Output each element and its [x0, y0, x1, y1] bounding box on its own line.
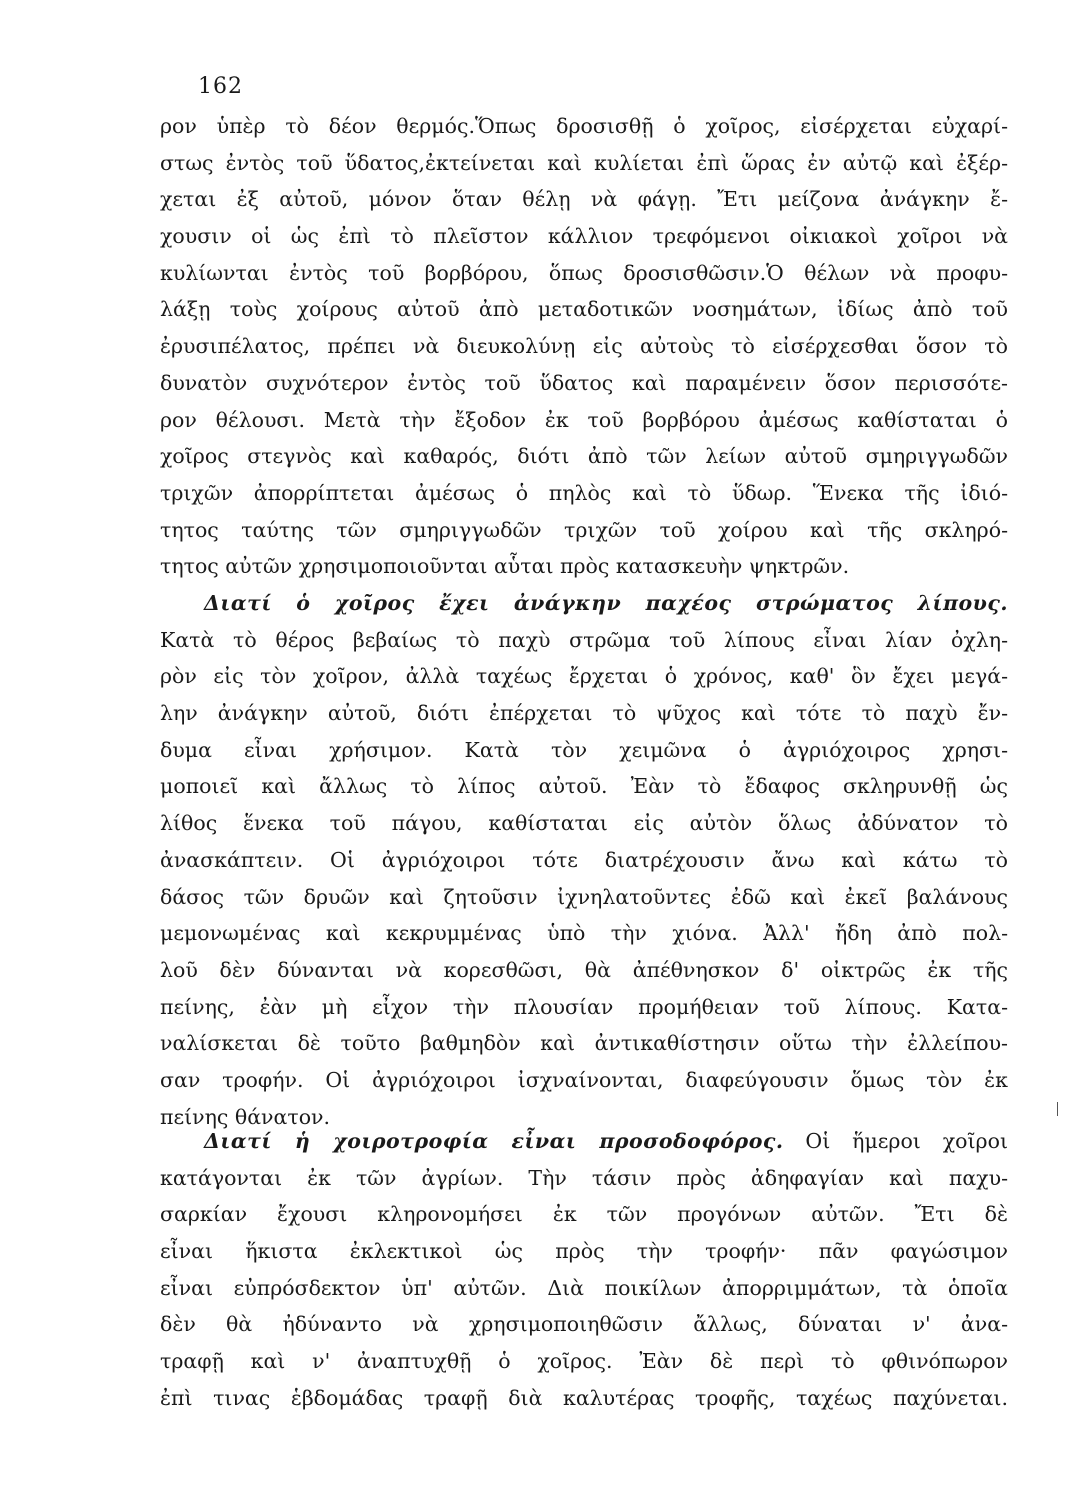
text-line: μεμονωμένας καὶ κεκρυμμένας ὑπὸ τὴν χιόνα. Ἀλλ' ἤδη ἀπὸ πολ- [160, 921, 1008, 946]
text-line: χεται ἐξ αὐτοῦ, μόνον ὅταν θέλῃ νὰ φάγῃ. Ἔτι μείζονα ἀνάγκην ἔ- [160, 187, 1008, 212]
text-line: ρον θέλουσι. Μετὰ τὴν ἔξοδον ἐκ τοῦ βορβόρου ἀμέσως καθίσταται ὁ [160, 407, 1008, 432]
section-heading: Διατί ἡ χοιροτροφία εἶναι προσοδοφόρος. [204, 1129, 784, 1153]
text-line: μοποιεῖ καὶ ἄλλως τὸ λίπος αὐτοῦ. Ἐὰν τὸ ἔδαφος σκληρυνθῇ ὡς [160, 774, 1008, 799]
text-line: σαρκίαν ἔχουσι κληρονομήσει ἐκ τῶν προγόνων αὐτῶν. Ἔτι δὲ [160, 1202, 1008, 1227]
page-number: 162 [198, 74, 243, 99]
text-line: Κατὰ τὸ θέρος βεβαίως τὸ παχὺ στρῶμα τοῦ λίπους εἶναι λίαν ὀχλη- [160, 627, 1008, 652]
text-line: δυμα εἶναι χρήσιμον. Κατὰ τὸν χειμῶνα ὁ ἀγριόχοιρος χρησι- [160, 737, 1008, 762]
text-line: ἐρυσιπέλατος, πρέπει νὰ διευκολύνῃ εἰς αὐτοὺς τὸ εἰσέρχεσθαι ὅσον τὸ [160, 334, 1008, 359]
text-line: κατάγονται ἐκ τῶν ἀγρίων. Τὴν τάσιν πρὸς ἀδηφαγίαν καὶ παχυ- [160, 1165, 1008, 1190]
paragraph-profitability [160, 1123, 1008, 1417]
text-line: τραφῇ καὶ ν' ἀναπτυχθῇ ὁ χοῖρος. Ἐὰν δὲ περὶ τὸ φθινόπωρον [160, 1349, 1008, 1374]
heading-line [160, 1123, 1008, 1160]
text-line: χοῖρος στεγνὸς καὶ καθαρός, διότι ἀπὸ τῶν λείων αὐτοῦ σμηριγγωδῶν [160, 444, 1008, 469]
text-line: δὲν θὰ ἠδύναντο νὰ χρησιμοποιηθῶσιν ἄλλως, δύναται ν' ἀνα- [160, 1312, 1008, 1337]
text-line: χουσιν οἱ ὡς ἐπὶ τὸ πλεῖστον κάλλιον τρεφόμενοι οἰκιακοὶ χοῖροι νὰ [160, 224, 1008, 249]
text-line: δυνατὸν συχνότερον ἐντὸς τοῦ ὕδατος καὶ παραμένειν ὅσον περισσότε- [160, 370, 1008, 395]
paragraph-fat-layer [160, 585, 1008, 1135]
text-line: ρὸν εἰς τὸν χοῖρον, ἀλλὰ ταχέως ἔρχεται ὁ χρόνος, καθ' ὃν ἔχει μεγά- [160, 664, 1008, 689]
text-line: τητος ταύτης τῶν σμηριγγωδῶν τριχῶν τοῦ χοίρου καὶ τῆς σκληρό- [160, 517, 1008, 542]
text-line: λίθος ἕνεκα τοῦ πάγου, καθίσταται εἰς αὐτὸν ὅλως ἀδύνατον τὸ [160, 811, 1008, 836]
text-line: τριχῶν ἀπορρίπτεται ἀμέσως ὁ πηλὸς καὶ τὸ ὕδωρ. Ἕνεκα τῆς ἰδιό- [160, 480, 1008, 505]
scan-edge-mark [1057, 1102, 1058, 1116]
section-heading: Διατί ὁ χοῖρος ἔχει ἀνάγκην παχέος στρώματος λίπους. [204, 591, 1008, 615]
text-line: δάσος τῶν δρυῶν καὶ ζητοῦσιν ἰχνηλατοῦντες ἐδῶ καὶ ἐκεῖ βαλάνους [160, 884, 1008, 909]
text-line: πείνης θάνατον. [160, 1104, 331, 1129]
text-line: λην ἀνάγκην αὐτοῦ, διότι ἐπέρχεται τὸ ψῦχος καὶ τότε τὸ παχὺ ἔν- [160, 701, 1008, 726]
text-line: κυλίωνται ἐντὸς τοῦ βορβόρου, ὅπως δροσισθῶσιν.Ὁ θέλων νὰ προφυ- [160, 260, 1008, 285]
text-line: στως ἐντὸς τοῦ ὕδατος,ἐκτείνεται καὶ κυλίεται ἐπὶ ὥρας ἐν αὐτῷ καὶ ἐξέρ- [160, 150, 1008, 175]
paragraph-bathing [160, 108, 1008, 585]
text-line: λοῦ δὲν δύνανται νὰ κορεσθῶσι, θὰ ἀπέθνησκον δ' οἰκτρῶς ἐκ τῆς [160, 957, 1008, 982]
text-line: τητος αὐτῶν χρησιμοποιοῦνται αὗται πρὸς κατασκευὴν ψηκτρῶν. [160, 554, 850, 579]
text-line: ἀνασκάπτειν. Οἱ ἀγριόχοιροι τότε διατρέχουσιν ἄνω καὶ κάτω τὸ [160, 847, 1008, 872]
text-line: λάξῃ τοὺς χοίρους αὐτοῦ ἀπὸ μεταδοτικῶν νοσημάτων, ἰδίως ἀπὸ τοῦ [160, 297, 1008, 322]
text-line: πείνης, ἐὰν μὴ εἶχον τὴν πλουσίαν προμήθειαν τοῦ λίπους. Κατα- [160, 994, 1008, 1019]
text-line: ἐπὶ τινας ἑβδομάδας τραφῇ διὰ καλυτέρας τροφῆς, ταχέως παχύνεται. [160, 1385, 1008, 1410]
text-line: ρον ὑπὲρ τὸ δέον θερμός.Ὅπως δροσισθῇ ὁ χοῖρος, εἰσέρχεται εὐχαρί- [160, 114, 1008, 138]
text-line: σαν τροφήν. Οἱ ἀγριόχοιροι ἰσχναίνονται, διαφεύγουσιν ὅμως τὸν ἐκ [160, 1067, 1008, 1092]
text-line: εἶναι εὐπρόσδεκτον ὑπ' αὐτῶν. Διὰ ποικίλων ἀπορριμμάτων, τὰ ὁποῖα [160, 1275, 1008, 1300]
text-line: εἶναι ἥκιστα ἐκλεκτικοὶ ὡς πρὸς τὴν τροφήν· πᾶν φαγώσιμον [160, 1239, 1008, 1264]
text-line: ναλίσκεται δὲ τοῦτο βαθμηδὸν καὶ ἀντικαθίστησιν οὕτω τὴν ἐλλείπου- [160, 1031, 1008, 1056]
heading-continuation: Οἱ ἥμεροι χοῖροι [805, 1129, 1008, 1153]
